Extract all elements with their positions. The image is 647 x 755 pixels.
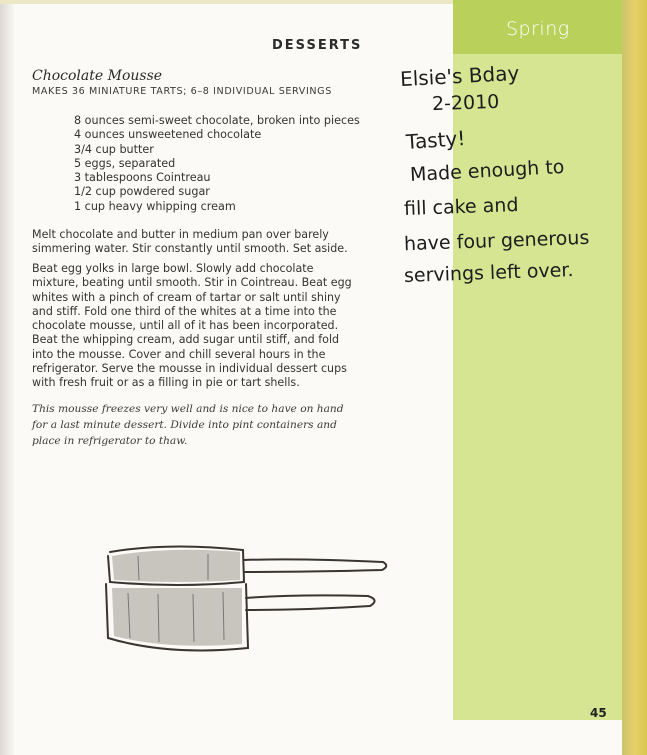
handwritten-note-line: Elsie's Bday (399, 60, 520, 92)
recipe-note: This mousse freezes very well and is nice to have on hand for a last minute dessert. Divide into pint containers and place in refrigerator to thaw. (32, 403, 344, 447)
ingredient-item: 4 ounces unsweetened chocolate (74, 128, 262, 142)
section-tab-label: Spring (506, 18, 570, 40)
recipe-title: Chocolate Mousse (32, 68, 163, 84)
handwritten-note-line: servings left over. (403, 259, 574, 287)
page-right-edge (622, 0, 647, 755)
handwritten-note-line: fill cake and (403, 194, 519, 220)
handwritten-note-line: 2-2010 (431, 90, 500, 116)
recipe-yield: MAKES 36 MINIATURE TARTS; 6–8 INDIVIDUAL SERVINGS (32, 86, 332, 97)
ingredient-item: 5 eggs, separated (74, 156, 176, 170)
handwritten-note-line: Made enough to (409, 155, 565, 187)
page-gutter-shadow (0, 0, 14, 755)
ingredient-item: 3/4 cup butter (74, 142, 154, 156)
ingredient-item: 1 cup heavy whipping cream (74, 199, 236, 213)
method-paragraph: Beat egg yolks in large bowl. Slowly add chocolate mixture, beating until smooth. Stir in Cointreau. Beat egg whites with a pinch of cream of tartar or salt until shiny and stiff. Fold one third of the whites at a time into the chocolate mousse, until all of it has been incorporated. Beat the whipping cream, add sugar until stiff, and fold into the mousse. Cover and chill several hours in the refrigerator. Serve the mousse in individual dessert cups with fresh fruit or as a filling in pie or tart shells. (32, 262, 352, 390)
ingredient-item: 8 ounces semi-sweet chocolate, broken into pieces (74, 114, 360, 127)
double-boiler-sketch (98, 538, 398, 678)
ingredient-item: 3 tablespoons Cointreau (74, 171, 211, 185)
page-number: 45 (590, 706, 607, 720)
section-title: DESSERTS (272, 38, 363, 53)
handwritten-note-line: Tasty! (405, 125, 467, 155)
handwritten-note-line: have four generous (403, 226, 590, 256)
ingredient-item: 1/2 cup powdered sugar (74, 185, 210, 199)
ingredient-list (74, 114, 360, 214)
method-paragraph: Melt chocolate and butter in medium pan over barely simmering water. Stir constantly until smooth. Set aside. (32, 228, 348, 256)
